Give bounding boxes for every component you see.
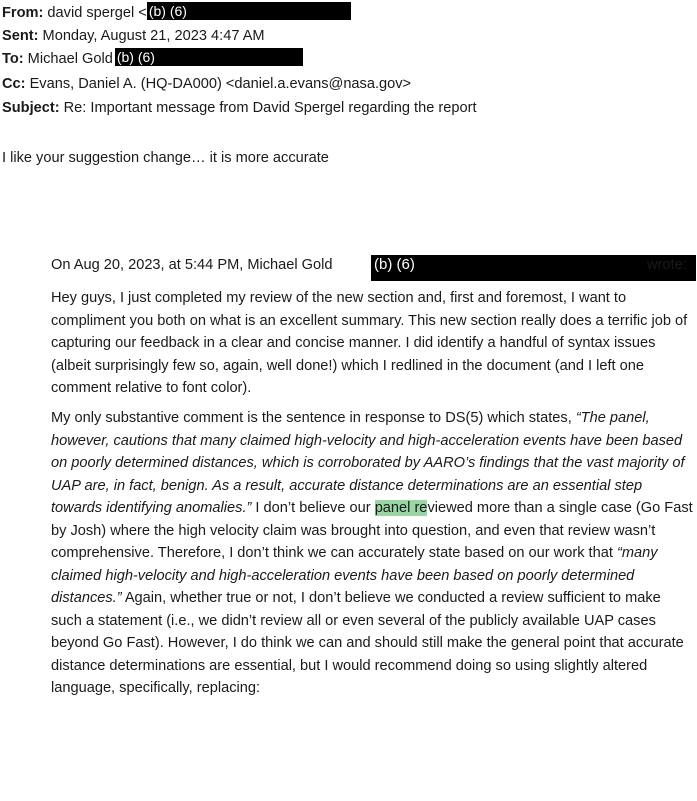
attribution-suffix: wrote: [647,257,687,273]
attribution-prefix: On Aug 20, 2023, at 5:44 PM, Michael Gold [51,257,333,273]
cc-value: Evans, Daniel A. (HQ-DA000) <daniel.a.evans@nasa.gov> [29,76,412,92]
search-highlight: panel re [374,500,428,516]
quoted-paragraph-1: Hey guys, I just completed my review of the new section and, first and foremost, I want to compliment you both on what is an excellent summary. This new section really does a terrific job of capturing our feedback in a clear and concise manner. I did identify a handful of syntax issues (albeit surprisingly few so, again, well done!) which I redlined in the document (and I left one comment relative to font color). [51,290,688,396]
quoted-paragraph-2 [51,407,695,700]
to-line [2,48,303,71]
subject-line [2,97,477,120]
para2-text: viewed more than a single case (Go Fast by Josh) where the high velocity claim was brought into question, and even that review wasn’t comprehensive. Therefore, I don’t think we can accurately state based on our work that [51,500,693,561]
reply-text: I like your suggestion change… it is more accurate [2,150,329,166]
to-value: Michael Gold [27,51,113,67]
sent-value: Monday, August 21, 2023 4:47 AM [42,28,265,44]
para2-quote: “many claimed high-velocity and high-acceleration events have been based on poorly determined distances.” [51,545,658,606]
para2-text: My only substantive comment is the sentence in response to DS(5) which states, [51,410,576,426]
redaction-block: (b) (6) [371,255,696,281]
from-label: From: [2,5,44,21]
quoted-attribution [51,254,695,276]
cc-line [2,73,411,96]
from-value: david spergel < [47,5,147,21]
redaction-block: (b) (6) [147,2,351,20]
sent-line [2,25,265,48]
sent-label: Sent: [2,28,39,44]
to-label: To: [2,51,24,67]
para2-quote: “The panel, however, cautions that many claimed high-velocity and high-acceleration events have been based on poorly determined distances, which is corroborated by AARO’s findings that the vast majority of UAP are, in fact, benign. As a result, accurate distance determinations are an essential step towards identifying anomalies.” [51,410,685,516]
redaction-block: (b) (6) [115,48,303,66]
subject-label: Subject: [2,100,60,116]
cc-label: Cc: [2,76,26,92]
para2-text: Again, whether true or not, I don’t believe we conducted a review sufficient to make such a statement (i.e., we didn’t review all or even several of the publicly available UAP cases beyond Go Fast). However, I do think we can and should still make the general point that accurate distance determinations are essential, but I would recommend doing so using slightly altered language, specifically, replacing: [51,590,684,696]
para2-text: I don’t believe our [251,500,375,516]
subject-value: Re: Important message from David Spergel regarding the report [63,100,477,116]
from-line [2,2,351,25]
